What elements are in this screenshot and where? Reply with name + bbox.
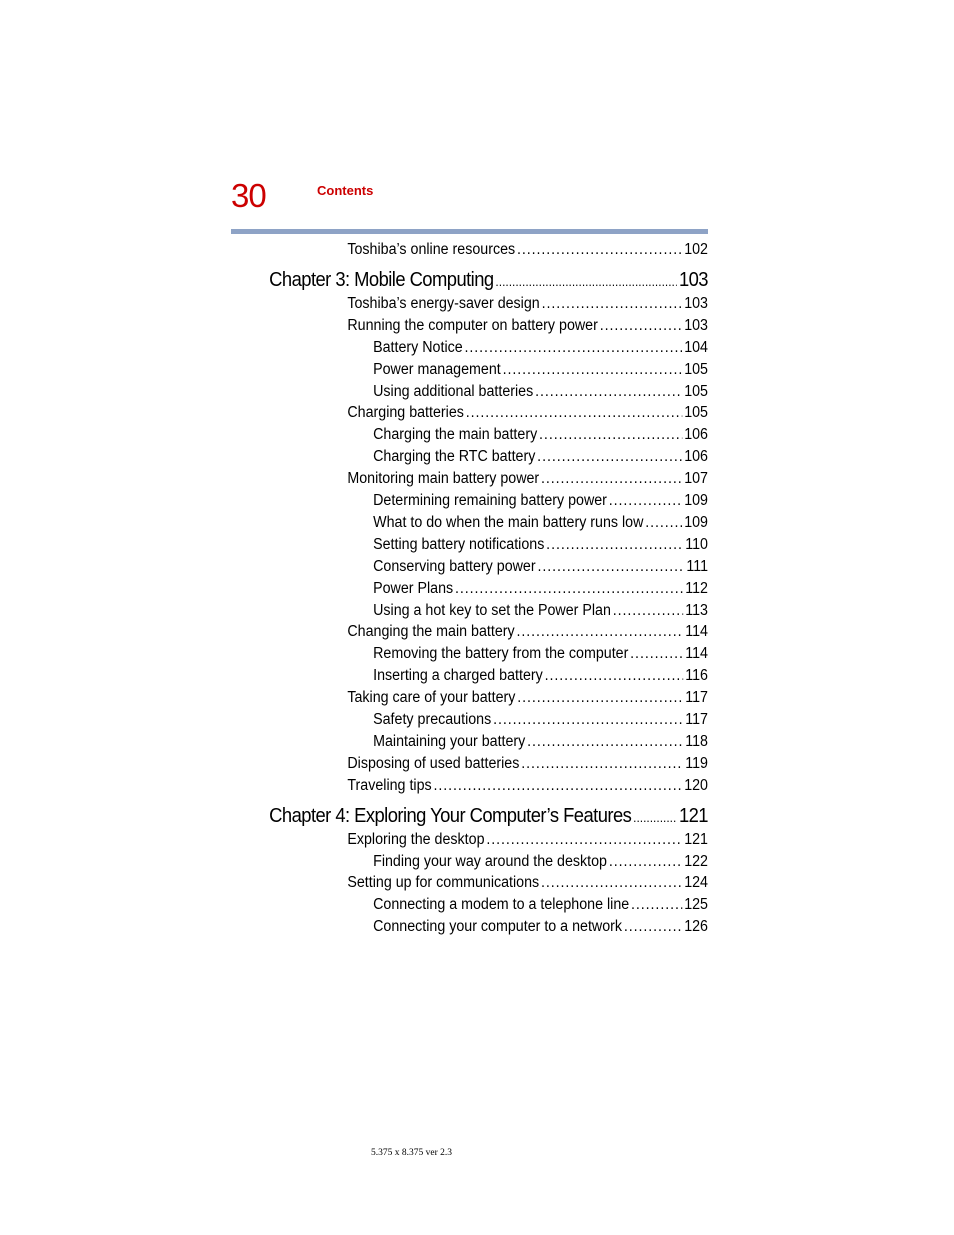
toc-entry-title: Maintaining your battery — [373, 732, 526, 750]
toc-entry-page: 104 — [684, 338, 708, 356]
toc-entry-title: Changing the main battery — [347, 623, 515, 641]
toc-entry-page: 121 — [684, 830, 708, 848]
dot-leader — [542, 294, 683, 313]
running-head: Contents — [317, 183, 374, 198]
toc-entry-page: 105 — [684, 382, 708, 400]
toc-entry-title: Running the computer on battery power — [347, 316, 598, 334]
toc-entry-title: Chapter 3: Mobile Computing — [269, 268, 494, 291]
toc-entry-page: 113 — [685, 601, 708, 619]
toc-entry-page: 106 — [684, 448, 708, 466]
toc-entry-title: Power Plans — [373, 579, 454, 597]
toc-entry[interactable] — [373, 491, 708, 510]
toc-entry-page: 114 — [685, 645, 708, 663]
toc-entry-page: 106 — [684, 426, 708, 444]
toc-entry[interactable] — [373, 710, 708, 729]
toc-entry-page: 119 — [685, 754, 708, 772]
toc-entry-page: 117 — [685, 711, 708, 728]
dot-leader — [633, 804, 677, 830]
dot-leader — [546, 535, 683, 554]
toc-entry[interactable] — [347, 688, 708, 707]
toc-entry[interactable] — [347, 469, 708, 488]
toc-entry[interactable] — [373, 666, 708, 685]
toc-entry-page: 121 — [678, 804, 708, 827]
toc-entry-page: 103 — [684, 294, 708, 312]
toc-entry[interactable] — [347, 240, 708, 259]
toc-entry-page: 103 — [678, 268, 708, 291]
toc-entry-title: Connecting a modem to a telephone line — [373, 896, 630, 914]
toc-entry[interactable] — [373, 535, 708, 554]
toc-entry-page: 122 — [684, 852, 708, 870]
toc-entry-title: Traveling tips — [347, 776, 432, 794]
toc-entry-title: Battery Notice — [373, 338, 463, 356]
toc-entry[interactable] — [347, 776, 708, 795]
dot-leader — [600, 316, 683, 335]
toc-entry-title: Toshiba’s energy-saver design — [347, 294, 540, 312]
dot-leader — [541, 469, 682, 488]
toc-entry[interactable] — [373, 557, 708, 576]
dot-leader — [433, 776, 682, 795]
toc-entry-title: Using a hot key to set the Power Plan — [373, 601, 611, 619]
toc-entry-page: 125 — [684, 896, 708, 914]
dot-leader — [517, 240, 682, 259]
toc-entry-title: Charging batteries — [347, 404, 464, 422]
dot-leader — [613, 601, 684, 620]
toc-entry-page: 124 — [684, 874, 708, 892]
dot-leader — [527, 732, 683, 751]
toc-entry-page: 105 — [684, 360, 708, 378]
toc-chapter-entry[interactable] — [269, 804, 708, 830]
toc-entry[interactable] — [373, 917, 708, 936]
dot-leader — [630, 644, 683, 663]
toc-entry[interactable] — [347, 316, 708, 335]
toc-entry[interactable] — [373, 338, 708, 357]
toc-entry-title: Charging the RTC battery — [373, 448, 536, 466]
toc-entry[interactable] — [347, 622, 708, 641]
toc-entry[interactable] — [373, 579, 708, 598]
toc-entry-title: Inserting a charged battery — [373, 667, 543, 685]
toc-chapter-entry[interactable] — [269, 268, 708, 294]
toc-entry-title: Power management — [373, 360, 501, 378]
toc-entry[interactable] — [347, 873, 708, 892]
toc-entry-page: 117 — [685, 689, 708, 707]
toc-entry-title: Taking care of your battery — [347, 689, 516, 707]
toc-entry[interactable] — [373, 895, 708, 914]
toc-entry-title: Removing the battery from the computer — [373, 645, 629, 663]
toc-entry[interactable] — [373, 382, 708, 401]
toc-entry-title: Connecting your computer to a network — [373, 918, 623, 936]
toc-entry-page: 116 — [685, 667, 708, 685]
toc-entry[interactable] — [347, 403, 708, 422]
toc-entry-title: Charging the main battery — [373, 426, 538, 444]
toc-entry-title: What to do when the main battery runs low — [373, 513, 644, 531]
dot-leader — [516, 622, 683, 641]
dot-leader — [503, 360, 683, 379]
toc-entry[interactable] — [373, 852, 708, 871]
toc-entry-page: 126 — [684, 918, 708, 936]
dot-leader — [545, 666, 684, 685]
toc-entry-page: 107 — [684, 470, 708, 488]
toc-entry-title: Determining remaining battery power — [373, 492, 607, 509]
page-number: 30 — [231, 177, 266, 214]
toc-entry-title: Safety precautions — [373, 711, 492, 728]
toc-entry-title: Chapter 4: Exploring Your Computer’s Features — [269, 804, 632, 827]
toc-entry-title: Exploring the desktop — [347, 830, 485, 848]
toc-entry[interactable] — [373, 447, 708, 466]
dot-leader — [466, 403, 683, 422]
dot-leader — [521, 754, 683, 773]
toc-entry-page: 109 — [684, 513, 708, 531]
toc-entry-title: Monitoring main battery power — [347, 470, 540, 488]
toc-entry-page: 103 — [684, 316, 708, 334]
toc-entry[interactable] — [373, 601, 708, 620]
dot-leader — [537, 557, 684, 576]
toc-entry[interactable] — [373, 425, 708, 444]
toc-entry-page: 105 — [684, 404, 708, 422]
toc-entry-page: 118 — [685, 732, 708, 750]
dot-leader — [537, 447, 682, 466]
toc-entry[interactable] — [373, 513, 708, 532]
dot-leader — [455, 579, 683, 598]
toc-entry-title: Finding your way around the desktop — [373, 852, 607, 870]
toc-entry-page: 110 — [685, 535, 708, 553]
footer-note: 5.375 x 8.375 ver 2.3 — [371, 1148, 453, 1158]
toc-entry-title: Toshiba’s online resources — [347, 241, 516, 258]
dot-leader — [535, 382, 682, 401]
toc-entry-title: Disposing of used batteries — [347, 754, 520, 772]
dot-leader — [465, 338, 683, 357]
dot-leader — [493, 710, 683, 729]
toc-entry[interactable] — [347, 830, 708, 849]
toc-entry[interactable] — [373, 732, 708, 751]
toc-entry-page: 120 — [684, 776, 708, 794]
dot-leader — [541, 873, 682, 892]
dot-leader — [645, 513, 682, 532]
dot-leader — [624, 917, 683, 936]
toc-entry-page: 102 — [684, 241, 708, 258]
toc-entry-page: 111 — [686, 557, 708, 575]
toc-entry-page: 112 — [685, 579, 708, 597]
toc-entry[interactable] — [347, 754, 708, 773]
toc-entry-title: Using additional batteries — [373, 382, 534, 400]
toc-entry[interactable] — [373, 644, 708, 663]
dot-leader — [609, 852, 683, 871]
dot-leader — [609, 491, 683, 510]
dot-leader — [495, 268, 677, 294]
toc-entry[interactable] — [373, 360, 708, 379]
toc-entry-page: 114 — [685, 623, 708, 641]
toc-entry-title: Setting up for communications — [347, 874, 540, 892]
dot-leader — [539, 425, 682, 444]
toc-entry-title: Conserving battery power — [373, 557, 536, 575]
toc-entry-page: 109 — [684, 492, 708, 509]
dot-leader — [517, 688, 683, 707]
toc-entry[interactable] — [347, 294, 708, 313]
toc-entry-title: Setting battery notifications — [373, 535, 545, 553]
dot-leader — [486, 830, 682, 849]
header-rule — [231, 229, 708, 234]
dot-leader — [631, 895, 682, 914]
